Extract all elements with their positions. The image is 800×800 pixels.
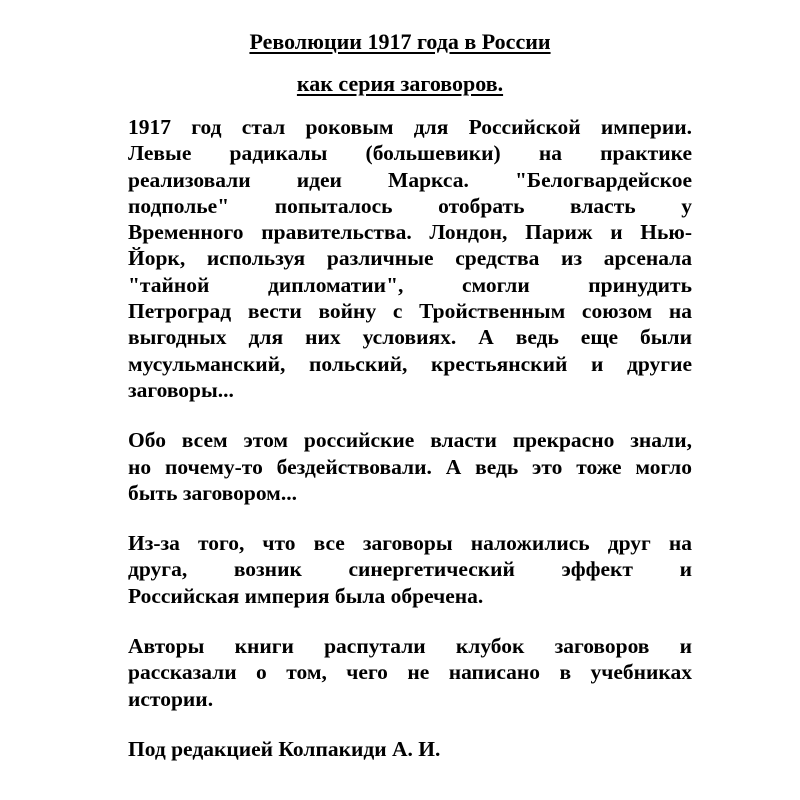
text-line: Российская империя была обречена. [128,583,484,608]
text-line: Петроград вести войну с Тройственным союзом на [128,299,692,324]
text-line: истории. [128,686,214,711]
text-line: Йорк, используя различные средства из арсенала [128,246,692,271]
editor-credit [128,736,692,762]
text-line: подполье" попыталось отобрать власть у [128,193,692,218]
paragraph-authorities [128,427,692,506]
text-line: заговоры... [128,377,234,402]
text-line: "тайной дипломатии", смогли принудить [128,272,692,297]
text-line: рассказали о том, чего не написано в учебниках [128,660,692,685]
text-line: Под редакцией Колпакиди А. И. [128,736,441,761]
text-line: но почему-то бездействовали. А ведь это тоже могло [128,454,692,479]
paragraph-authors [128,633,692,712]
text-line: быть заговором... [128,480,297,505]
document-title: Революции 1917 года в России [249,29,551,54]
text-line: 1917 год стал роковым для Российской империи. [128,115,692,139]
text-line: Временного правительства. Лондон, Париж и Нью- [128,220,692,245]
text-line: мусульманский, польский, крестьянский и другие [128,351,692,376]
paragraph-intro [128,114,692,403]
text-line: друга, возник синергетический эффект и [128,557,692,582]
text-line: реализовали идеи Маркса. "Белогвардейское [128,167,692,192]
text-line: Из-за того, что все заговоры наложились друг на [128,531,692,556]
text-line: Обо всем этом российские власти прекрасно знали, [128,428,692,453]
text-line: Авторы книги распутали клубок заговоров и [128,634,692,659]
paragraph-synergy [128,530,692,609]
text-line: выгодных для них условиях. А ведь еще были [128,325,692,350]
document-body [128,114,692,786]
document-subtitle: как серия заговоров. [296,71,504,96]
text-line: Левые радикалы (большевики) на практике [128,141,692,166]
